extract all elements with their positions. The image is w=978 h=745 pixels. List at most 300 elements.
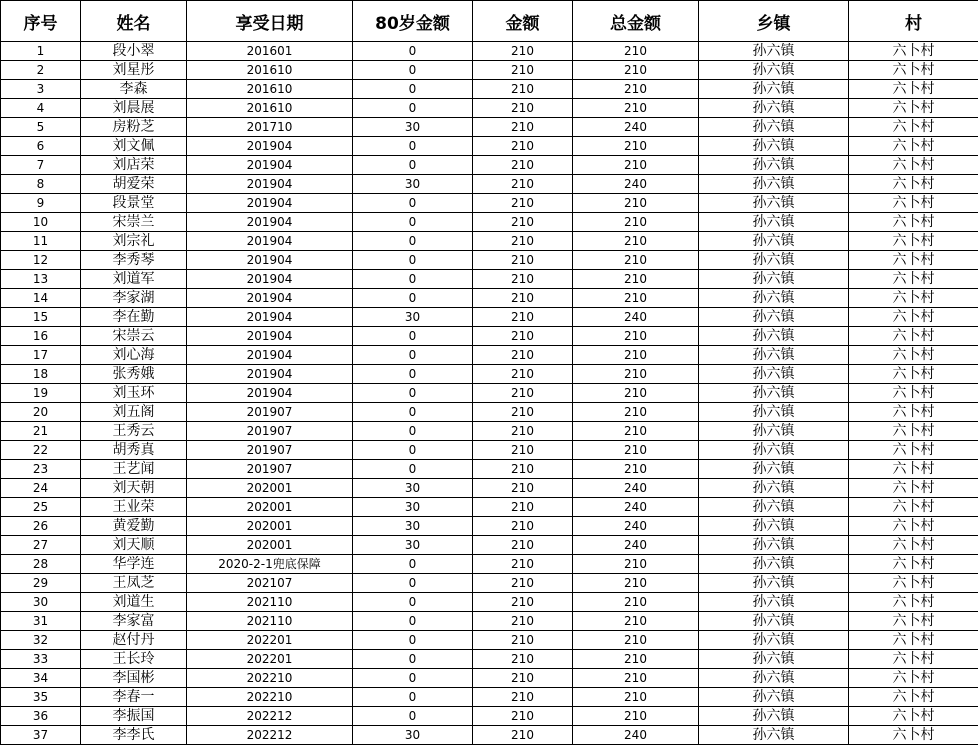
cell-total[interactable]: 210 — [573, 346, 699, 365]
cell-amount[interactable]: 210 — [473, 308, 573, 327]
cell-date[interactable]: 201904 — [187, 175, 353, 194]
cell-seq[interactable]: 21 — [1, 422, 81, 441]
header-village[interactable]: 村 — [849, 1, 978, 42]
cell-amount[interactable]: 210 — [473, 498, 573, 517]
cell-date[interactable]: 202001 — [187, 517, 353, 536]
cell-town[interactable]: 孙六镇 — [699, 384, 849, 403]
cell-amount[interactable]: 210 — [473, 137, 573, 156]
cell-name[interactable]: 胡秀真 — [81, 441, 187, 460]
cell-date[interactable]: 201610 — [187, 99, 353, 118]
cell-town[interactable]: 孙六镇 — [699, 441, 849, 460]
cell-town[interactable]: 孙六镇 — [699, 650, 849, 669]
cell-80-amount[interactable]: 0 — [353, 213, 473, 232]
cell-town[interactable]: 孙六镇 — [699, 726, 849, 745]
cell-seq[interactable]: 25 — [1, 498, 81, 517]
cell-date[interactable]: 202001 — [187, 536, 353, 555]
cell-amount[interactable]: 210 — [473, 327, 573, 346]
cell-seq[interactable]: 20 — [1, 403, 81, 422]
cell-80-amount[interactable]: 0 — [353, 346, 473, 365]
cell-amount[interactable]: 210 — [473, 555, 573, 574]
cell-name[interactable]: 李家富 — [81, 612, 187, 631]
cell-village[interactable]: 六卜村 — [849, 251, 978, 270]
cell-amount[interactable]: 210 — [473, 251, 573, 270]
cell-80-amount[interactable]: 0 — [353, 593, 473, 612]
cell-80-amount[interactable]: 0 — [353, 631, 473, 650]
cell-town[interactable]: 孙六镇 — [699, 346, 849, 365]
cell-total[interactable]: 210 — [573, 403, 699, 422]
cell-amount[interactable]: 210 — [473, 536, 573, 555]
cell-amount[interactable]: 210 — [473, 631, 573, 650]
cell-town[interactable]: 孙六镇 — [699, 612, 849, 631]
cell-village[interactable]: 六卜村 — [849, 403, 978, 422]
cell-total[interactable]: 210 — [573, 631, 699, 650]
cell-village[interactable]: 六卜村 — [849, 308, 978, 327]
cell-80-amount[interactable]: 0 — [353, 384, 473, 403]
cell-village[interactable]: 六卜村 — [849, 346, 978, 365]
cell-name[interactable]: 房粉芝 — [81, 118, 187, 137]
cell-name[interactable]: 刘道军 — [81, 270, 187, 289]
cell-amount[interactable]: 210 — [473, 80, 573, 99]
cell-date[interactable]: 202107 — [187, 574, 353, 593]
cell-name[interactable]: 刘晨展 — [81, 99, 187, 118]
cell-village[interactable]: 六卜村 — [849, 441, 978, 460]
cell-village[interactable]: 六卜村 — [849, 726, 978, 745]
cell-total[interactable]: 210 — [573, 99, 699, 118]
cell-seq[interactable]: 29 — [1, 574, 81, 593]
cell-total[interactable]: 210 — [573, 650, 699, 669]
cell-village[interactable]: 六卜村 — [849, 270, 978, 289]
cell-total[interactable]: 240 — [573, 175, 699, 194]
cell-date[interactable]: 202001 — [187, 498, 353, 517]
cell-village[interactable]: 六卜村 — [849, 232, 978, 251]
cell-date[interactable]: 201904 — [187, 213, 353, 232]
cell-total[interactable]: 210 — [573, 251, 699, 270]
cell-name[interactable]: 李李氏 — [81, 726, 187, 745]
cell-town[interactable]: 孙六镇 — [699, 213, 849, 232]
cell-total[interactable]: 240 — [573, 479, 699, 498]
cell-80-amount[interactable]: 0 — [353, 422, 473, 441]
cell-total[interactable]: 210 — [573, 384, 699, 403]
cell-date[interactable]: 201904 — [187, 232, 353, 251]
cell-total[interactable]: 210 — [573, 137, 699, 156]
cell-seq[interactable]: 13 — [1, 270, 81, 289]
cell-town[interactable]: 孙六镇 — [699, 422, 849, 441]
cell-name[interactable]: 李在勤 — [81, 308, 187, 327]
cell-total[interactable]: 240 — [573, 118, 699, 137]
cell-80-amount[interactable]: 30 — [353, 118, 473, 137]
cell-amount[interactable]: 210 — [473, 460, 573, 479]
cell-town[interactable]: 孙六镇 — [699, 270, 849, 289]
cell-total[interactable]: 210 — [573, 80, 699, 99]
cell-town[interactable]: 孙六镇 — [699, 327, 849, 346]
cell-name[interactable]: 李秀琴 — [81, 251, 187, 270]
cell-seq[interactable]: 34 — [1, 669, 81, 688]
cell-80-amount[interactable]: 30 — [353, 517, 473, 536]
cell-total[interactable]: 240 — [573, 498, 699, 517]
cell-seq[interactable]: 31 — [1, 612, 81, 631]
cell-town[interactable]: 孙六镇 — [699, 118, 849, 137]
cell-name[interactable]: 刘心海 — [81, 346, 187, 365]
cell-date[interactable]: 201710 — [187, 118, 353, 137]
cell-name[interactable]: 刘星彤 — [81, 61, 187, 80]
cell-town[interactable]: 孙六镇 — [699, 707, 849, 726]
cell-80-amount[interactable]: 0 — [353, 194, 473, 213]
cell-date[interactable]: 201904 — [187, 327, 353, 346]
cell-town[interactable]: 孙六镇 — [699, 479, 849, 498]
cell-name[interactable]: 王秀云 — [81, 422, 187, 441]
cell-seq[interactable]: 15 — [1, 308, 81, 327]
cell-date[interactable]: 202212 — [187, 707, 353, 726]
cell-total[interactable]: 240 — [573, 726, 699, 745]
cell-village[interactable]: 六卜村 — [849, 517, 978, 536]
cell-name[interactable]: 李国彬 — [81, 669, 187, 688]
header-total[interactable]: 总金额 — [573, 1, 699, 42]
cell-80-amount[interactable]: 0 — [353, 707, 473, 726]
cell-town[interactable]: 孙六镇 — [699, 99, 849, 118]
cell-total[interactable]: 240 — [573, 517, 699, 536]
cell-name[interactable]: 宋崇兰 — [81, 213, 187, 232]
cell-80-amount[interactable]: 0 — [353, 251, 473, 270]
cell-name[interactable]: 段景堂 — [81, 194, 187, 213]
cell-town[interactable]: 孙六镇 — [699, 574, 849, 593]
cell-seq[interactable]: 35 — [1, 688, 81, 707]
cell-town[interactable]: 孙六镇 — [699, 403, 849, 422]
cell-seq[interactable]: 1 — [1, 42, 81, 61]
cell-town[interactable]: 孙六镇 — [699, 251, 849, 270]
cell-village[interactable]: 六卜村 — [849, 460, 978, 479]
cell-seq[interactable]: 7 — [1, 156, 81, 175]
cell-date[interactable]: 2020-2-1兜底保障 — [187, 555, 353, 574]
cell-seq[interactable]: 5 — [1, 118, 81, 137]
cell-date[interactable]: 201904 — [187, 251, 353, 270]
cell-date[interactable]: 201904 — [187, 346, 353, 365]
cell-name[interactable]: 刘店荣 — [81, 156, 187, 175]
header-seq[interactable]: 序号 — [1, 1, 81, 42]
cell-total[interactable]: 210 — [573, 327, 699, 346]
cell-name[interactable]: 李振国 — [81, 707, 187, 726]
cell-name[interactable]: 王长玲 — [81, 650, 187, 669]
cell-date[interactable]: 202201 — [187, 650, 353, 669]
cell-seq[interactable]: 11 — [1, 232, 81, 251]
cell-town[interactable]: 孙六镇 — [699, 175, 849, 194]
cell-total[interactable]: 210 — [573, 688, 699, 707]
cell-date[interactable]: 201904 — [187, 289, 353, 308]
cell-date[interactable]: 201904 — [187, 156, 353, 175]
header-amount[interactable]: 金额 — [473, 1, 573, 42]
cell-80-amount[interactable]: 0 — [353, 574, 473, 593]
cell-80-amount[interactable]: 30 — [353, 175, 473, 194]
cell-amount[interactable]: 210 — [473, 726, 573, 745]
cell-80-amount[interactable]: 0 — [353, 61, 473, 80]
cell-80-amount[interactable]: 0 — [353, 137, 473, 156]
cell-80-amount[interactable]: 30 — [353, 726, 473, 745]
cell-total[interactable]: 210 — [573, 270, 699, 289]
cell-amount[interactable]: 210 — [473, 346, 573, 365]
cell-town[interactable]: 孙六镇 — [699, 194, 849, 213]
cell-town[interactable]: 孙六镇 — [699, 536, 849, 555]
cell-village[interactable]: 六卜村 — [849, 327, 978, 346]
cell-name[interactable]: 华学连 — [81, 555, 187, 574]
cell-town[interactable]: 孙六镇 — [699, 555, 849, 574]
cell-total[interactable]: 210 — [573, 61, 699, 80]
cell-total[interactable]: 210 — [573, 669, 699, 688]
cell-town[interactable]: 孙六镇 — [699, 308, 849, 327]
cell-date[interactable]: 201904 — [187, 365, 353, 384]
cell-80-amount[interactable]: 0 — [353, 460, 473, 479]
cell-town[interactable]: 孙六镇 — [699, 688, 849, 707]
cell-amount[interactable]: 210 — [473, 669, 573, 688]
cell-name[interactable]: 黄爱勤 — [81, 517, 187, 536]
cell-name[interactable]: 刘天顺 — [81, 536, 187, 555]
cell-village[interactable]: 六卜村 — [849, 61, 978, 80]
cell-village[interactable]: 六卜村 — [849, 498, 978, 517]
cell-amount[interactable]: 210 — [473, 99, 573, 118]
cell-date[interactable]: 202201 — [187, 631, 353, 650]
cell-80-amount[interactable]: 0 — [353, 650, 473, 669]
header-town[interactable]: 乡镇 — [699, 1, 849, 42]
cell-date[interactable]: 201907 — [187, 403, 353, 422]
cell-name[interactable]: 王艺闻 — [81, 460, 187, 479]
cell-name[interactable]: 刘玉环 — [81, 384, 187, 403]
cell-village[interactable]: 六卜村 — [849, 612, 978, 631]
cell-village[interactable]: 六卜村 — [849, 650, 978, 669]
cell-town[interactable]: 孙六镇 — [699, 669, 849, 688]
cell-name[interactable]: 李家湖 — [81, 289, 187, 308]
cell-town[interactable]: 孙六镇 — [699, 61, 849, 80]
cell-amount[interactable]: 210 — [473, 707, 573, 726]
cell-seq[interactable]: 30 — [1, 593, 81, 612]
cell-village[interactable]: 六卜村 — [849, 593, 978, 612]
cell-80-amount[interactable]: 0 — [353, 42, 473, 61]
header-name[interactable]: 姓名 — [81, 1, 187, 42]
cell-80-amount[interactable]: 0 — [353, 232, 473, 251]
cell-seq[interactable]: 9 — [1, 194, 81, 213]
cell-seq[interactable]: 8 — [1, 175, 81, 194]
cell-total[interactable]: 210 — [573, 42, 699, 61]
cell-name[interactable]: 张秀娥 — [81, 365, 187, 384]
cell-town[interactable]: 孙六镇 — [699, 631, 849, 650]
cell-80-amount[interactable]: 0 — [353, 441, 473, 460]
cell-total[interactable]: 210 — [573, 156, 699, 175]
cell-village[interactable]: 六卜村 — [849, 555, 978, 574]
cell-total[interactable]: 240 — [573, 308, 699, 327]
cell-total[interactable]: 210 — [573, 555, 699, 574]
cell-village[interactable]: 六卜村 — [849, 631, 978, 650]
cell-seq[interactable]: 24 — [1, 479, 81, 498]
cell-name[interactable]: 刘天朝 — [81, 479, 187, 498]
cell-seq[interactable]: 18 — [1, 365, 81, 384]
cell-80-amount[interactable]: 0 — [353, 555, 473, 574]
cell-village[interactable]: 六卜村 — [849, 289, 978, 308]
cell-seq[interactable]: 26 — [1, 517, 81, 536]
cell-amount[interactable]: 210 — [473, 422, 573, 441]
cell-80-amount[interactable]: 0 — [353, 403, 473, 422]
cell-seq[interactable]: 23 — [1, 460, 81, 479]
cell-name[interactable]: 刘宗礼 — [81, 232, 187, 251]
cell-date[interactable]: 202210 — [187, 688, 353, 707]
cell-name[interactable]: 王凤芝 — [81, 574, 187, 593]
cell-80-amount[interactable]: 0 — [353, 270, 473, 289]
cell-village[interactable]: 六卜村 — [849, 118, 978, 137]
cell-amount[interactable]: 210 — [473, 232, 573, 251]
cell-80-amount[interactable]: 30 — [353, 498, 473, 517]
cell-total[interactable]: 210 — [573, 460, 699, 479]
cell-town[interactable]: 孙六镇 — [699, 232, 849, 251]
cell-date[interactable]: 202110 — [187, 593, 353, 612]
cell-total[interactable]: 210 — [573, 232, 699, 251]
cell-town[interactable]: 孙六镇 — [699, 137, 849, 156]
cell-seq[interactable]: 6 — [1, 137, 81, 156]
cell-80-amount[interactable]: 0 — [353, 327, 473, 346]
cell-town[interactable]: 孙六镇 — [699, 289, 849, 308]
cell-total[interactable]: 210 — [573, 593, 699, 612]
cell-seq[interactable]: 3 — [1, 80, 81, 99]
cell-seq[interactable]: 19 — [1, 384, 81, 403]
cell-village[interactable]: 六卜村 — [849, 365, 978, 384]
cell-amount[interactable]: 210 — [473, 612, 573, 631]
cell-date[interactable]: 201610 — [187, 61, 353, 80]
cell-amount[interactable]: 210 — [473, 517, 573, 536]
cell-village[interactable]: 六卜村 — [849, 137, 978, 156]
header-80-amount[interactable]: 80岁金额 — [353, 1, 473, 42]
cell-seq[interactable]: 28 — [1, 555, 81, 574]
cell-amount[interactable]: 210 — [473, 213, 573, 232]
cell-total[interactable]: 210 — [573, 441, 699, 460]
cell-town[interactable]: 孙六镇 — [699, 365, 849, 384]
cell-date[interactable]: 201907 — [187, 460, 353, 479]
cell-name[interactable]: 王业荣 — [81, 498, 187, 517]
cell-date[interactable]: 201904 — [187, 270, 353, 289]
cell-name[interactable]: 段小翠 — [81, 42, 187, 61]
cell-amount[interactable]: 210 — [473, 479, 573, 498]
cell-village[interactable]: 六卜村 — [849, 574, 978, 593]
cell-total[interactable]: 210 — [573, 194, 699, 213]
cell-date[interactable]: 202001 — [187, 479, 353, 498]
cell-date[interactable]: 201904 — [187, 384, 353, 403]
cell-amount[interactable]: 210 — [473, 156, 573, 175]
header-date[interactable]: 享受日期 — [187, 1, 353, 42]
cell-total[interactable]: 210 — [573, 365, 699, 384]
cell-80-amount[interactable]: 0 — [353, 156, 473, 175]
cell-village[interactable]: 六卜村 — [849, 80, 978, 99]
cell-date[interactable]: 202212 — [187, 726, 353, 745]
cell-date[interactable]: 201904 — [187, 308, 353, 327]
cell-seq[interactable]: 22 — [1, 441, 81, 460]
cell-town[interactable]: 孙六镇 — [699, 80, 849, 99]
cell-date[interactable]: 202110 — [187, 612, 353, 631]
cell-80-amount[interactable]: 30 — [353, 308, 473, 327]
cell-town[interactable]: 孙六镇 — [699, 156, 849, 175]
cell-date[interactable]: 201904 — [187, 137, 353, 156]
cell-seq[interactable]: 14 — [1, 289, 81, 308]
cell-total[interactable]: 210 — [573, 707, 699, 726]
cell-amount[interactable]: 210 — [473, 365, 573, 384]
cell-village[interactable]: 六卜村 — [849, 194, 978, 213]
cell-village[interactable]: 六卜村 — [849, 175, 978, 194]
cell-total[interactable]: 210 — [573, 574, 699, 593]
cell-town[interactable]: 孙六镇 — [699, 498, 849, 517]
cell-80-amount[interactable]: 0 — [353, 669, 473, 688]
cell-name[interactable]: 李春一 — [81, 688, 187, 707]
cell-amount[interactable]: 210 — [473, 574, 573, 593]
cell-seq[interactable]: 10 — [1, 213, 81, 232]
cell-seq[interactable]: 27 — [1, 536, 81, 555]
cell-total[interactable]: 210 — [573, 289, 699, 308]
cell-town[interactable]: 孙六镇 — [699, 593, 849, 612]
cell-date[interactable]: 201907 — [187, 441, 353, 460]
cell-seq[interactable]: 33 — [1, 650, 81, 669]
cell-amount[interactable]: 210 — [473, 194, 573, 213]
cell-80-amount[interactable]: 0 — [353, 365, 473, 384]
cell-name[interactable]: 刘道生 — [81, 593, 187, 612]
cell-town[interactable]: 孙六镇 — [699, 42, 849, 61]
cell-town[interactable]: 孙六镇 — [699, 460, 849, 479]
cell-name[interactable]: 胡爱荣 — [81, 175, 187, 194]
cell-80-amount[interactable]: 0 — [353, 289, 473, 308]
cell-date[interactable]: 201601 — [187, 42, 353, 61]
cell-total[interactable]: 210 — [573, 213, 699, 232]
cell-amount[interactable]: 210 — [473, 118, 573, 137]
cell-village[interactable]: 六卜村 — [849, 156, 978, 175]
cell-seq[interactable]: 32 — [1, 631, 81, 650]
cell-name[interactable]: 宋崇云 — [81, 327, 187, 346]
cell-village[interactable]: 六卜村 — [849, 213, 978, 232]
cell-seq[interactable]: 2 — [1, 61, 81, 80]
cell-seq[interactable]: 12 — [1, 251, 81, 270]
cell-village[interactable]: 六卜村 — [849, 384, 978, 403]
cell-amount[interactable]: 210 — [473, 42, 573, 61]
cell-80-amount[interactable]: 0 — [353, 612, 473, 631]
cell-80-amount[interactable]: 30 — [353, 479, 473, 498]
cell-total[interactable]: 210 — [573, 612, 699, 631]
cell-village[interactable]: 六卜村 — [849, 42, 978, 61]
cell-amount[interactable]: 210 — [473, 175, 573, 194]
cell-amount[interactable]: 210 — [473, 441, 573, 460]
cell-name[interactable]: 刘五阁 — [81, 403, 187, 422]
cell-total[interactable]: 240 — [573, 536, 699, 555]
cell-name[interactable]: 刘文佩 — [81, 137, 187, 156]
cell-date[interactable]: 201610 — [187, 80, 353, 99]
cell-town[interactable]: 孙六镇 — [699, 517, 849, 536]
cell-seq[interactable]: 37 — [1, 726, 81, 745]
cell-village[interactable]: 六卜村 — [849, 669, 978, 688]
cell-amount[interactable]: 210 — [473, 403, 573, 422]
cell-seq[interactable]: 4 — [1, 99, 81, 118]
cell-80-amount[interactable]: 0 — [353, 99, 473, 118]
cell-total[interactable]: 210 — [573, 422, 699, 441]
cell-date[interactable]: 202210 — [187, 669, 353, 688]
cell-amount[interactable]: 210 — [473, 270, 573, 289]
cell-seq[interactable]: 36 — [1, 707, 81, 726]
cell-80-amount[interactable]: 30 — [353, 536, 473, 555]
cell-village[interactable]: 六卜村 — [849, 688, 978, 707]
cell-village[interactable]: 六卜村 — [849, 536, 978, 555]
cell-seq[interactable]: 17 — [1, 346, 81, 365]
cell-village[interactable]: 六卜村 — [849, 99, 978, 118]
cell-amount[interactable]: 210 — [473, 593, 573, 612]
cell-amount[interactable]: 210 — [473, 384, 573, 403]
cell-date[interactable]: 201907 — [187, 422, 353, 441]
cell-80-amount[interactable]: 0 — [353, 688, 473, 707]
cell-amount[interactable]: 210 — [473, 688, 573, 707]
cell-name[interactable]: 李森 — [81, 80, 187, 99]
cell-amount[interactable]: 210 — [473, 61, 573, 80]
cell-amount[interactable]: 210 — [473, 650, 573, 669]
cell-amount[interactable]: 210 — [473, 289, 573, 308]
cell-name[interactable]: 赵付丹 — [81, 631, 187, 650]
cell-village[interactable]: 六卜村 — [849, 422, 978, 441]
cell-seq[interactable]: 16 — [1, 327, 81, 346]
